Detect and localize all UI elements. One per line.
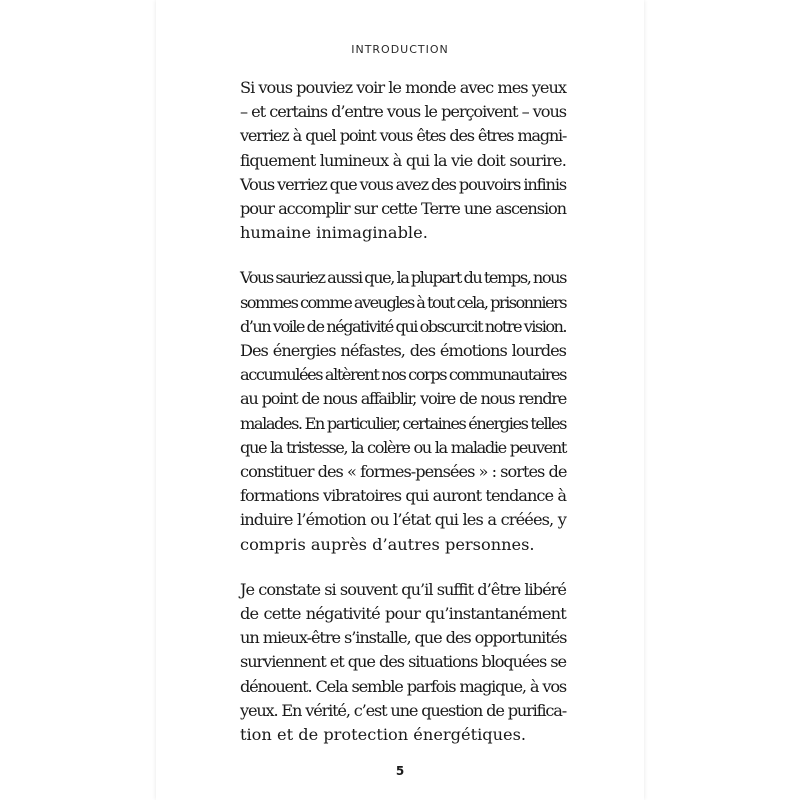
text-line: pour accomplir sur cette Terre une ascension [240,199,566,219]
text-line: compris auprès d’autres personnes. [240,534,535,554]
text-line: constituer des « formes-pensées » : sortes de [240,462,567,482]
text-line: malades. En particulier, certaines énergies telles [240,413,566,433]
text-line: que la tristesse, la colère ou la maladie peuvent [240,437,566,457]
text-line: fiquement lumineux à qui la vie doit sourire. [240,150,566,170]
text-line: formations vibratoires qui auront tendance à [240,486,566,506]
text-line: – et certains d’entre vous le perçoivent – vous [240,102,566,122]
text-line: accumulées altèrent nos corps communautaires [240,365,566,385]
text-line: humaine inimaginable. [240,223,428,243]
text-line: dénouent. Cela semble parfois magique, à vos [240,676,566,696]
text-line: sommes comme aveugles à tout cela, prisonniers [240,292,566,312]
text-line: Des énergies néfastes, des émotions lourdes [240,341,566,361]
text-line: tion et de protection énergétiques. [240,725,527,745]
page-number: 5 [395,764,405,778]
text-line: Si vous pouviez voir le monde avec mes yeux [240,78,567,97]
text-line: un mieux-être s’installe, que des opportunités [240,628,567,648]
text-line: Vous verriez que vous avez des pouvoirs infinis [240,174,566,194]
paragraph-2 [240,266,566,556]
text-line: induire l’émotion ou l’état qui les a créées, y [240,510,566,530]
paragraph-1 [240,76,566,245]
body-text [240,76,566,768]
text-line: de cette négativité pour qu’instantanément [240,604,566,624]
text-line: surviennent et que des situations bloquées se [240,652,566,672]
paragraph-3 [240,578,566,747]
text-line: Vous sauriez aussi que, la plupart du temps, nous [240,268,566,288]
text-line: verriez à quel point vous êtes des êtres magni- [240,126,566,146]
running-head: INTRODUCTION [351,43,449,56]
text-line: Je constate si souvent qu’il suffit d’être libéré [240,579,566,599]
text-line: yeux. En vérité, c’est une question de purifica- [240,700,566,720]
text-line: au point de nous affaiblir, voire de nous rendre [240,389,566,409]
text-line: d’un voile de négativité qui obscurcit notre vision. [240,316,566,336]
